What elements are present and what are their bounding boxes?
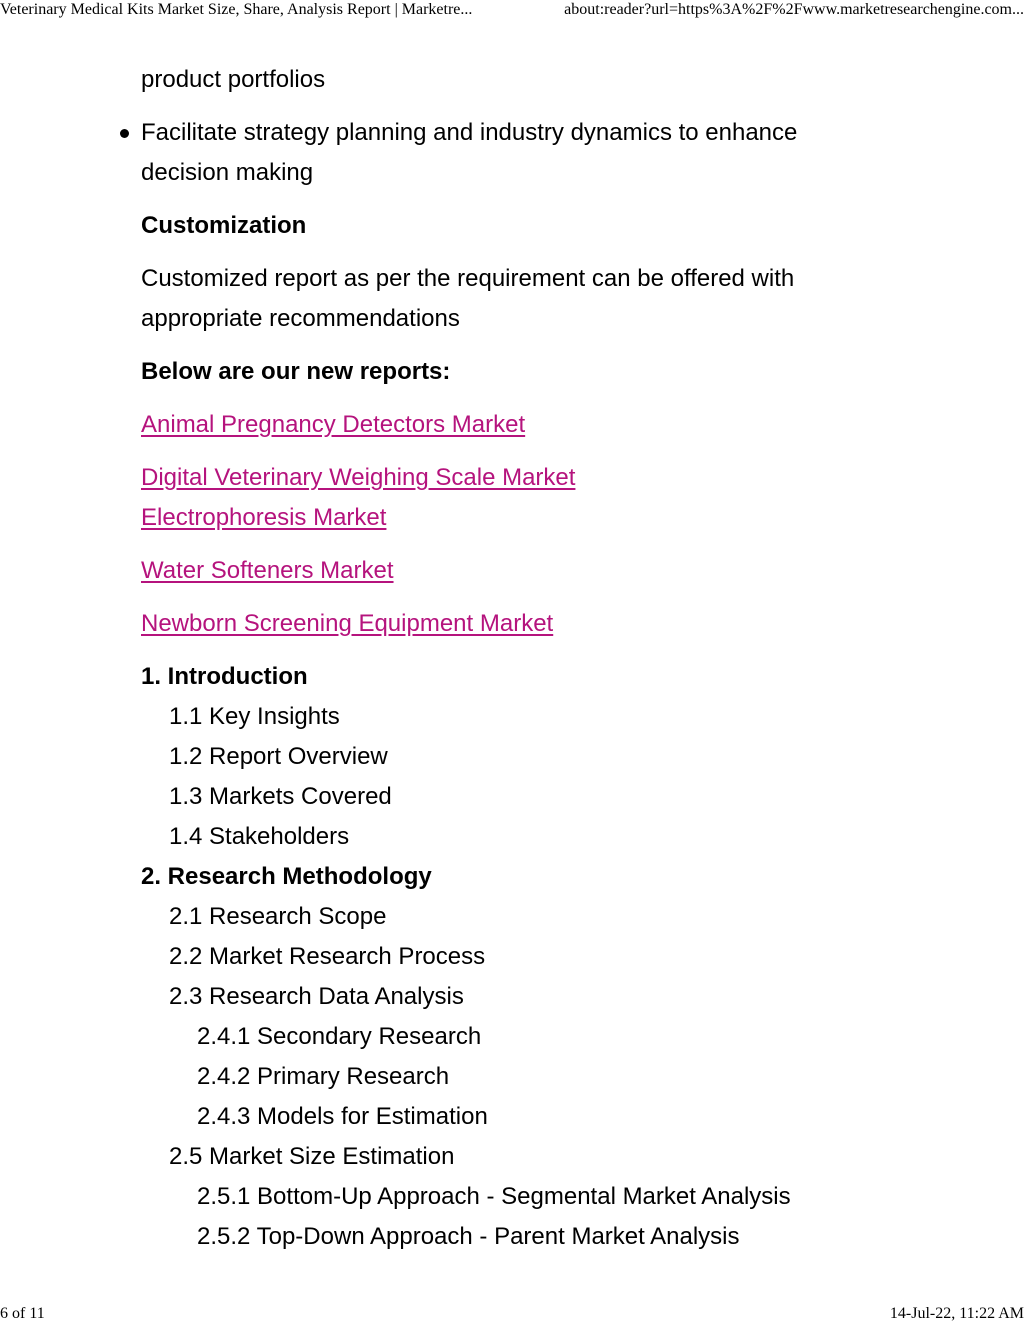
customization-heading: Customization bbox=[141, 212, 307, 239]
toc-item: 2.1 Research Scope bbox=[169, 903, 387, 930]
toc-heading-research-methodology: 2. Research Methodology bbox=[141, 863, 432, 890]
link-electrophoresis[interactable]: Electrophoresis Market bbox=[141, 504, 387, 531]
toc-item: 1.4 Stakeholders bbox=[169, 823, 350, 850]
link-digital-veterinary-weighing-scale[interactable]: Digital Veterinary Weighing Scale Market bbox=[141, 464, 576, 491]
document-title: Veterinary Medical Kits Market Size, Share, Analysis Report | Marketre... bbox=[0, 1, 473, 18]
toc-subitem: 2.4.1 Secondary Research bbox=[197, 1023, 482, 1050]
toc-item: 2.2 Market Research Process bbox=[169, 943, 486, 970]
new-reports-heading: Below are our new reports: bbox=[141, 358, 451, 385]
toc-subitem: 2.5.1 Bottom-Up Approach - Segmental Market Analysis bbox=[197, 1183, 791, 1210]
toc-subitem: 2.4.3 Models for Estimation bbox=[197, 1103, 488, 1130]
link-animal-pregnancy-detectors[interactable]: Animal Pregnancy Detectors Market bbox=[141, 411, 526, 438]
table-of-contents bbox=[141, 657, 881, 1257]
link-water-softeners[interactable]: Water Softeners Market bbox=[141, 557, 394, 584]
toc-item: 1.2 Report Overview bbox=[169, 743, 388, 770]
page-url: about:reader?url=https%3A%2F%2Fwww.marketresearchengine.com... bbox=[564, 1, 1024, 18]
toc-item: 2.3 Research Data Analysis bbox=[169, 983, 464, 1010]
list-item: Facilitate strategy planning and industry dynamics to enhance decision making bbox=[141, 113, 881, 193]
toc-item: 1.3 Markets Covered bbox=[169, 783, 392, 810]
paragraph-fragment: product portfolios bbox=[141, 66, 326, 93]
print-datetime: 14-Jul-22, 11:22 AM bbox=[889, 1305, 1024, 1322]
customization-paragraph: Customized report as per the requirement can be offered with appropriate recommendations bbox=[141, 265, 795, 332]
bullet-list bbox=[141, 113, 881, 193]
page-number: 6 of 11 bbox=[0, 1305, 45, 1322]
toc-heading-introduction: 1. Introduction bbox=[141, 663, 308, 690]
toc-subitem: 2.5.2 Top-Down Approach - Parent Market Analysis bbox=[197, 1223, 740, 1250]
print-header bbox=[0, 0, 1024, 24]
print-footer bbox=[0, 1304, 1024, 1324]
article-body bbox=[141, 60, 881, 1257]
toc-subitem: 2.4.2 Primary Research bbox=[197, 1063, 450, 1090]
toc-item: 2.5 Market Size Estimation bbox=[169, 1143, 455, 1170]
link-newborn-screening-equipment[interactable]: Newborn Screening Equipment Market bbox=[141, 610, 554, 637]
toc-item: 1.1 Key Insights bbox=[169, 703, 340, 730]
